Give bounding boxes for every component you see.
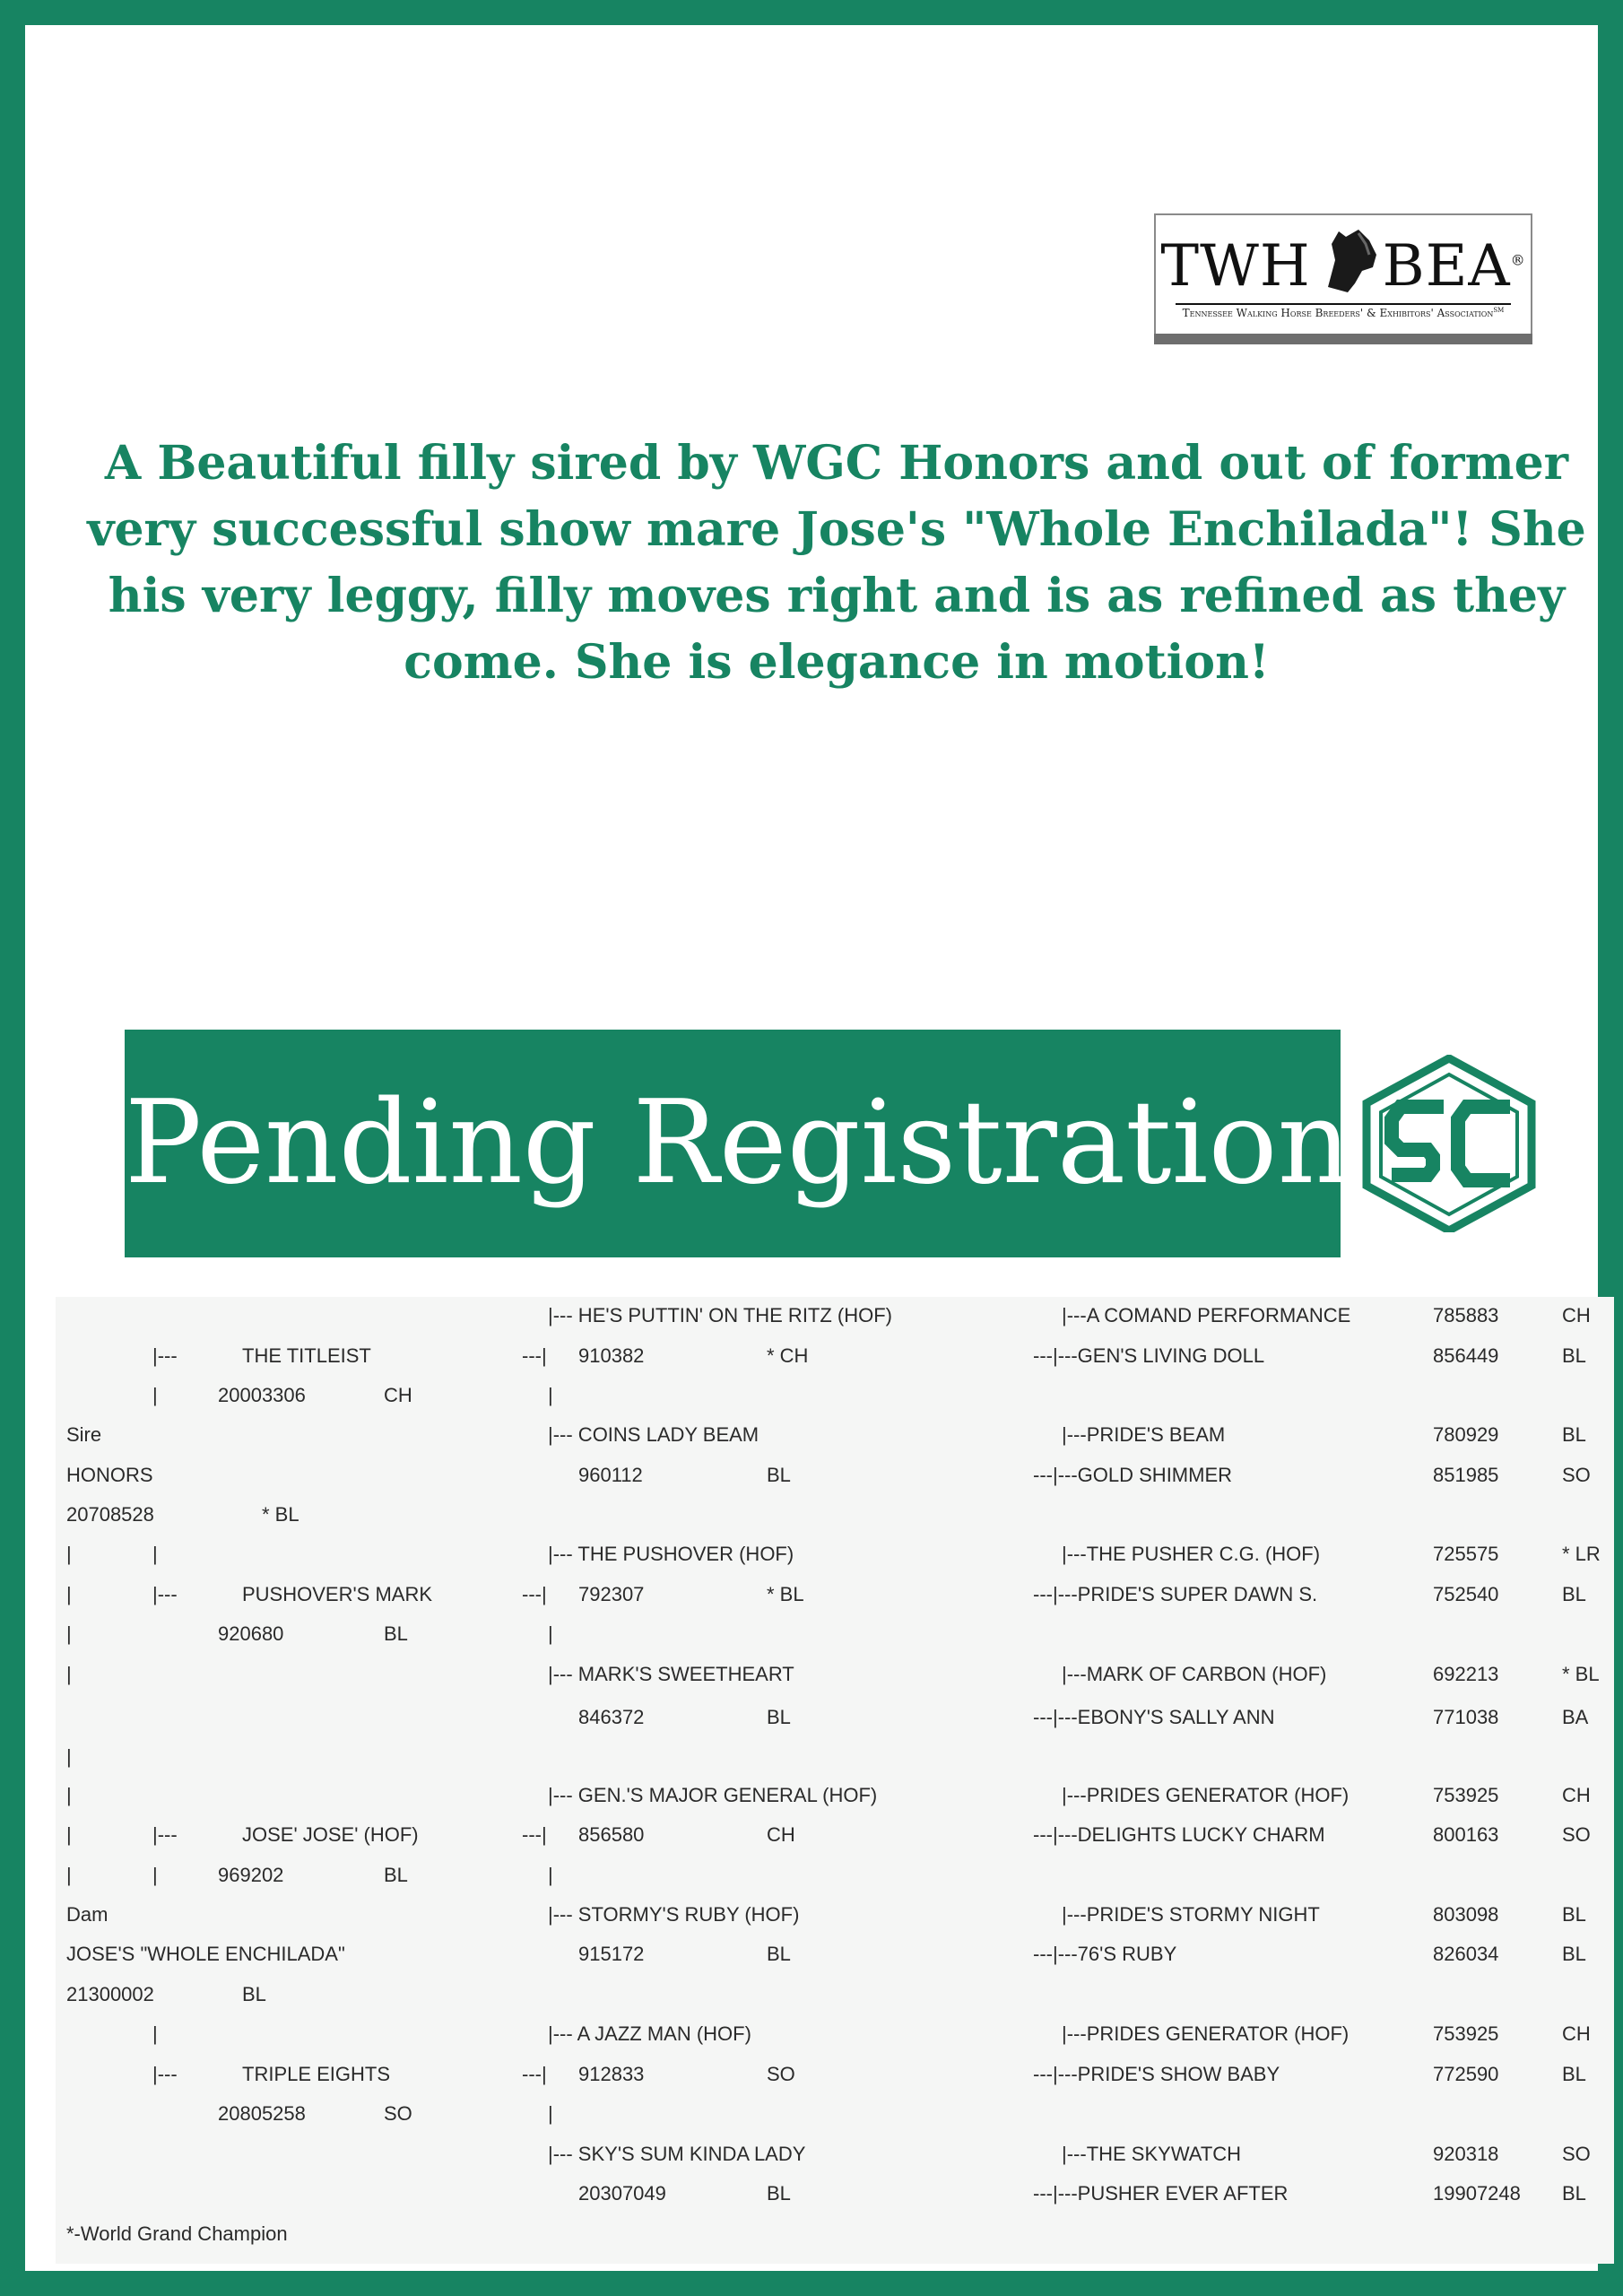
headline: A Beautiful filly sired by WGC Honors and out of former very successful show mare Jose's "Whole Enchilada"! She his very leggy, filly moves right and is as refined as they come. She is elegance in motion! (87, 436, 1586, 690)
sc-logo-icon (1361, 1055, 1537, 1232)
pedigree-entry: |--- GEN.'S MAJOR GENERAL (HOF) (548, 1784, 878, 1806)
pedigree-entry: 20307049 (578, 2182, 666, 2205)
pedigree-entry: PUSHOVER'S MARK (242, 1583, 433, 1605)
pedigree-entry: |---THE SKYWATCH (1062, 2143, 1242, 2165)
pedigree-entry: * CH (767, 1344, 809, 1367)
pedigree-entry: |--- (152, 1583, 178, 1605)
pedigree-entry: |---A COMAND PERFORMANCE (1062, 1304, 1351, 1326)
pedigree-entry: CH (767, 1823, 795, 1846)
pedigree-entry: 20003306 (218, 1384, 306, 1406)
pedigree-entry: 851985 (1433, 1464, 1499, 1486)
logo-registered-mark: ® (1510, 251, 1526, 269)
pedigree-entry: SO (1562, 1464, 1591, 1486)
pedigree-entry: BL (1562, 2182, 1586, 2205)
pedigree-entry: ---| (522, 1823, 547, 1846)
pedigree-entry: ---|---PUSHER EVER AFTER (1033, 2182, 1289, 2205)
pedigree-entry: | (66, 1745, 72, 1768)
pedigree-entry: | (548, 1384, 553, 1406)
pedigree-entry: 692213 (1433, 1663, 1499, 1685)
pedigree-entry: | (548, 1622, 553, 1645)
pedigree-entry: 752540 (1433, 1583, 1499, 1605)
pedigree-entry: | (66, 1864, 72, 1886)
pedigree-entry: | (66, 1583, 72, 1605)
pedigree-entry: ---| (522, 2063, 547, 2085)
pedigree-entry: |--- COINS LADY BEAM (548, 1423, 759, 1446)
pedigree-entry: Sire (66, 1423, 102, 1446)
pedigree-entry: ---|---DELIGHTS LUCKY CHARM (1033, 1823, 1325, 1846)
pedigree-entry: |---THE PUSHER C.G. (HOF) (1062, 1543, 1321, 1565)
pedigree-entry: * LR (1562, 1543, 1601, 1565)
pedigree-entry: BL (1562, 2063, 1586, 2085)
pedigree-entry: |---MARK OF CARBON (HOF) (1062, 1663, 1327, 1685)
pedigree-entry: BL (767, 1706, 791, 1728)
pedigree-entry: ---|---PRIDE'S SUPER DAWN S. (1033, 1583, 1318, 1605)
pedigree-entry: |---PRIDES GENERATOR (HOF) (1062, 1784, 1350, 1806)
pedigree-entry: ---| (522, 1344, 547, 1367)
pedigree-entry: 920680 (218, 1622, 284, 1645)
pedigree-chart (56, 1297, 1614, 2264)
pedigree-entry: |--- A JAZZ MAN (HOF) (548, 2022, 751, 2045)
pedigree-entry: 20805258 (218, 2102, 306, 2125)
pedigree-entry: 969202 (218, 1864, 284, 1886)
pedigree-entry: ---|---GOLD SHIMMER (1033, 1464, 1233, 1486)
pedigree-entry: ---| (522, 1583, 547, 1605)
pedigree-entry: | (152, 1864, 158, 1886)
pedigree-entry: 771038 (1433, 1706, 1499, 1728)
banner-text: Pending Registration (125, 1076, 1351, 1210)
pedigree-entry: | (548, 2102, 553, 2125)
pedigree-entry: 846372 (578, 1706, 645, 1728)
pedigree-entry: |--- HE'S PUTTIN' ON THE RITZ (HOF) (548, 1304, 893, 1326)
pedigree-entry: BL (1562, 1943, 1586, 1965)
twhbea-logo (1154, 213, 1532, 344)
logo-rule (1176, 303, 1511, 305)
pedigree-entry: 772590 (1433, 2063, 1499, 2085)
pedigree-entry: BL (242, 1983, 266, 2005)
pedigree-entry: | (66, 1663, 72, 1685)
pedigree-entry: SO (384, 2102, 412, 2125)
pedigree-entry: 920318 (1433, 2143, 1499, 2165)
pedigree-entry: JOSE'S "WHOLE ENCHILADA" (66, 1943, 345, 1965)
pedigree-entry: 800163 (1433, 1823, 1499, 1846)
logo-bar (1154, 334, 1532, 344)
pedigree-entry: ---|---GEN'S LIVING DOLL (1033, 1344, 1265, 1367)
pedigree-entry: 912833 (578, 2063, 645, 2085)
pedigree-entry: ---|---EBONY'S SALLY ANN (1033, 1706, 1275, 1728)
pedigree-entry: 856449 (1433, 1344, 1499, 1367)
pedigree-entry: | (66, 1823, 72, 1846)
pedigree-entry: TRIPLE EIGHTS (242, 2063, 391, 2085)
pedigree-entry: |--- STORMY'S RUBY (HOF) (548, 1903, 800, 1926)
pedigree-entry: |--- (152, 1344, 178, 1367)
horse-head-icon (1319, 224, 1382, 296)
pedigree-entry: CH (1562, 2022, 1591, 2045)
pedigree-entry: |---PRIDES GENERATOR (HOF) (1062, 2022, 1350, 2045)
pedigree-entry: BL (384, 1622, 408, 1645)
pedigree-entry: | (152, 1384, 158, 1406)
logo-subtitle: Tennessee Walking Horse Breeders' & Exhibitors' Association℠ (1182, 307, 1505, 319)
pedigree-entry: 780929 (1433, 1423, 1499, 1446)
pedigree-entry: 910382 (578, 1344, 645, 1367)
pedigree-entry: | (66, 1622, 72, 1645)
pedigree-entry: 753925 (1433, 2022, 1499, 2045)
pedigree-entry: THE TITLEIST (242, 1344, 371, 1367)
pedigree-entry: CH (1562, 1304, 1591, 1326)
pedigree-entry: JOSE' JOSE' (HOF) (242, 1823, 419, 1846)
logo-text-left: TWH (1160, 233, 1311, 300)
pedigree-entry: 753925 (1433, 1784, 1499, 1806)
pedigree-entry: SO (1562, 1823, 1591, 1846)
pedigree-entry: * BL (262, 1503, 299, 1526)
pedigree-entry: *-World Grand Champion (66, 2222, 288, 2245)
pedigree-entry: | (152, 1543, 158, 1565)
pedigree-entry: 725575 (1433, 1543, 1499, 1565)
logo-text-right: BEA (1382, 233, 1511, 300)
pedigree-entry: |---PRIDE'S BEAM (1062, 1423, 1226, 1446)
pedigree-entry: SO (1562, 2143, 1591, 2165)
pedigree-entry: 826034 (1433, 1943, 1499, 1965)
pedigree-entry: | (66, 1784, 72, 1806)
pedigree-entry: BA (1562, 1706, 1589, 1728)
pedigree-entry: 792307 (578, 1583, 645, 1605)
pedigree-entry: |--- SKY'S SUM KINDA LADY (548, 2143, 806, 2165)
pedigree-entry: 21300002 (66, 1983, 154, 2005)
pedigree-entry: BL (1562, 1903, 1586, 1926)
pedigree-entry: 915172 (578, 1943, 645, 1965)
pedigree-entry: |---PRIDE'S STORMY NIGHT (1062, 1903, 1320, 1926)
pedigree-entry: 960112 (578, 1464, 643, 1486)
pedigree-entry: |--- THE PUSHOVER (HOF) (548, 1543, 794, 1565)
pedigree-entry: HONORS (66, 1464, 153, 1486)
pedigree-entry: |--- (152, 2063, 178, 2085)
pedigree-entry: ---|---PRIDE'S SHOW BABY (1033, 2063, 1280, 2085)
pedigree-entry: |--- MARK'S SWEETHEART (548, 1663, 794, 1685)
pedigree-entry: 20708528 (66, 1503, 154, 1526)
pedigree-entry: BL (1562, 1583, 1586, 1605)
pedigree-entry: BL (767, 2182, 791, 2205)
pedigree-entry: * BL (1562, 1663, 1600, 1685)
pedigree-entry: |--- (152, 1823, 178, 1846)
pedigree-entry: 856580 (578, 1823, 645, 1846)
pedigree-entry: CH (1562, 1784, 1591, 1806)
pedigree-entry: Dam (66, 1903, 108, 1926)
pedigree-entry: ---|---76'S RUBY (1033, 1943, 1177, 1965)
pedigree-entry: | (152, 2022, 158, 2045)
pedigree-entry: CH (384, 1384, 412, 1406)
pedigree-entry: BL (767, 1464, 791, 1486)
pedigree-entry: 803098 (1433, 1903, 1499, 1926)
pedigree-entry: SO (767, 2063, 795, 2085)
pedigree-entry: | (548, 1864, 553, 1886)
pedigree-entry: BL (384, 1864, 408, 1886)
pending-registration-banner (125, 1030, 1351, 1257)
pedigree-entry: | (66, 1543, 72, 1565)
pedigree-entry: 785883 (1433, 1304, 1499, 1326)
pedigree-entry: BL (1562, 1344, 1586, 1367)
pedigree-entry: BL (767, 1943, 791, 1965)
pedigree-entry: BL (1562, 1423, 1586, 1446)
pedigree-entry: * BL (767, 1583, 804, 1605)
pedigree-entry: 19907248 (1433, 2182, 1521, 2205)
